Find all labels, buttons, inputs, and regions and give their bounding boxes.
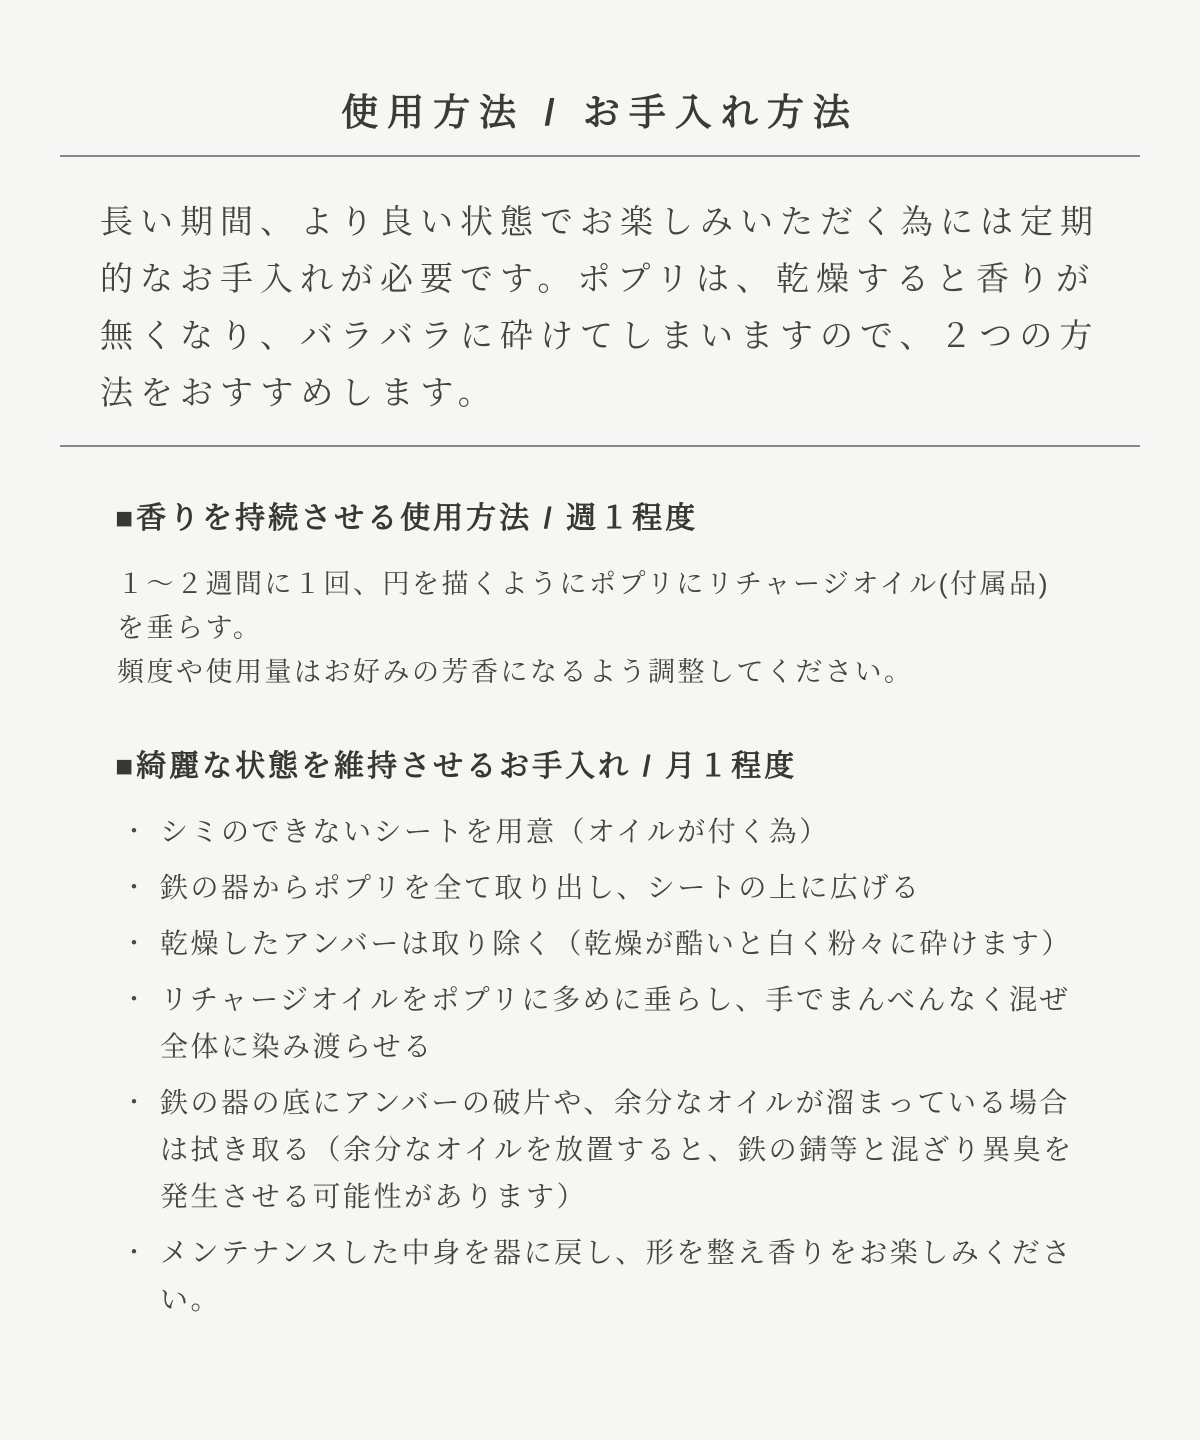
bullet-text: シミのできないシートを用意（オイルが付く為） bbox=[160, 816, 830, 847]
section-divider bbox=[60, 445, 1140, 447]
title-divider bbox=[60, 155, 1140, 157]
bullet-marker: ・ bbox=[122, 874, 149, 901]
bullet-marker: ・ bbox=[122, 930, 149, 957]
bullet-item bbox=[122, 864, 1140, 911]
bullet-text: リチャージオイルをポプリに多めに垂らし、手でまんべんなく混ぜ全体に染み渡らせる bbox=[160, 984, 1070, 1062]
intro-line: 法をおすすめします。 bbox=[100, 374, 498, 411]
bullet-item bbox=[122, 1229, 1140, 1323]
bullet-item bbox=[122, 1079, 1140, 1220]
bullet-text: 鉄の器からポプリを全て取り出し、シートの上に広げる bbox=[160, 872, 922, 903]
intro-line: 無くなり、バラバラに砕けてしまいますので、２つの方 bbox=[100, 317, 1100, 354]
bullet-item bbox=[122, 808, 1140, 855]
bullet-marker: ・ bbox=[122, 1239, 149, 1266]
care-bullet-list bbox=[60, 808, 1140, 1323]
section-care-heading: ■綺麗な状態を維持させるお手入れ / 月１程度 bbox=[115, 750, 798, 783]
bullet-text: メンテナンスした中身を器に戻し、形を整え香りをお楽しみください。 bbox=[160, 1237, 1073, 1315]
bullet-marker: ・ bbox=[122, 1089, 149, 1116]
body-line: １〜２週間に１回、円を描くようにポプリにリチャージオイル(付属品) bbox=[117, 569, 1051, 599]
section-scent-heading: ■香りを持続させる使用方法 / 週１程度 bbox=[115, 502, 699, 535]
section-scent-body bbox=[60, 562, 1140, 694]
intro-paragraph bbox=[60, 193, 1140, 421]
bullet-text: 乾燥したアンバーは取り除く（乾燥が酷いと白く粉々に砕けます） bbox=[160, 928, 1072, 959]
bullet-text: 鉄の器の底にアンバーの破片や、余分なオイルが溜まっている場合は拭き取る（余分なオイルを放置すると、鉄の錆等と混ざり異臭を発生させる可能性があります） bbox=[160, 1087, 1074, 1212]
bullet-item bbox=[122, 920, 1140, 967]
body-line: を垂らす。 bbox=[117, 613, 263, 643]
body-line: 頻度や使用量はお好みの芳香になるよう調整してください。 bbox=[117, 657, 914, 687]
intro-line: 長い期間、より良い状態でお楽しみいただく為には定期 bbox=[100, 203, 1100, 240]
bullet-marker: ・ bbox=[122, 818, 149, 845]
bullet-item bbox=[122, 976, 1140, 1070]
bullet-marker: ・ bbox=[122, 986, 149, 1013]
page-title: 使用方法 / お手入れ方法 bbox=[341, 92, 859, 133]
intro-line: 的なお手入れが必要です。ポプリは、乾燥すると香りが bbox=[100, 260, 1097, 297]
